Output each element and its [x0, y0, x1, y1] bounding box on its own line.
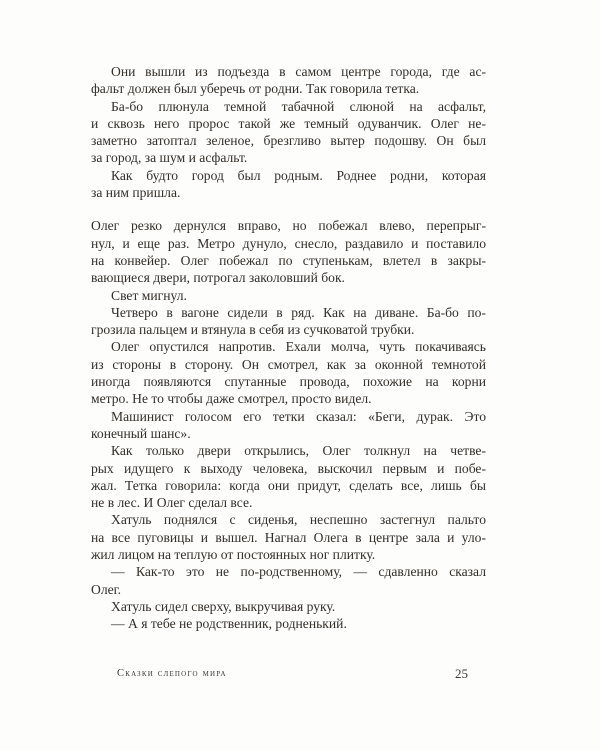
text-line: метро. Не то чтобы даже смотрел, просто видел.	[91, 391, 372, 407]
paragraph	[91, 615, 486, 632]
paragraph	[91, 511, 486, 563]
text-line: Олег резко дернулся вправо, но побежал влево, перепрыг-	[91, 218, 486, 234]
paragraph	[91, 338, 486, 407]
paragraph	[91, 167, 486, 202]
text-line: на конвейер. Олег побежал по ступенькам, влетел в закры-	[91, 252, 486, 268]
text-line: Ба-бо плюнула темной табачной слюной на асфальт,	[111, 98, 486, 114]
text-line: из стороны в сторону. Он смотрел, как за оконной темнотой	[91, 356, 486, 372]
text-line: иногда появляются спутанные провода, похожие на корни	[91, 374, 486, 390]
text-line: Они вышли из подъезда в самом центре города, где ас-	[111, 64, 486, 79]
text-line: жал. Тетка говорила: когда они придут, сделать все, лишь бы	[91, 477, 486, 493]
page-number: 25	[455, 666, 468, 681]
paragraph	[91, 442, 486, 511]
text-line: Как будто город был родным. Роднее родни, которая	[111, 167, 486, 183]
paragraph	[91, 304, 486, 339]
text-line: Как только двери открылись, Олег толкнул на четве-	[111, 443, 486, 459]
running-title: Сказки слепого мира	[117, 668, 227, 679]
text-line: — Как-то это не по-родственному, — сдавленно сказал	[111, 564, 486, 580]
text-line: Четверо в вагоне сидели в ряд. Как на диване. Ба-бо по-	[111, 304, 486, 320]
text-line: Машинист голосом его тетки сказал: «Беги, дурак. Это	[111, 408, 486, 424]
text-line: заметно затоптал зеленое, брезгливо вытер подошву. Он был	[91, 133, 486, 149]
text-line: Олег опустился напротив. Ехали молча, чуть покачиваясь	[111, 339, 486, 355]
text-line: Олег.	[91, 581, 122, 597]
text-line: вающиеся двери, потрогал заколовший бок.	[91, 270, 345, 286]
text-line: на все пуговицы и вышел. Нагнал Олега в центре зала и уло-	[91, 529, 486, 545]
paragraph	[91, 63, 486, 98]
text-line: конечный шанс».	[91, 425, 191, 441]
text-line: не в лес. И Олег сделал все.	[91, 495, 253, 511]
text-line: и сквозь него пророс такой же темный одуванчик. Олег не-	[91, 115, 486, 131]
text-line: грозила пальцем и втянула в себя из сучковатой трубки.	[91, 322, 415, 338]
text-line: за город, за шум и асфальт.	[91, 150, 248, 166]
text-line: нул, и еще раз. Метро дунуло, снесло, раздавило и поставило	[91, 235, 486, 251]
text-block	[91, 63, 486, 633]
text-line: рых идущего к выходу человека, выскочил первым и побе-	[91, 460, 486, 476]
text-line: Хатуль поднялся с сиденья, неспешно застегнул пальто	[111, 512, 486, 528]
text-line: — А я тебе не родственник, родненький.	[111, 616, 347, 632]
text-line: за ним пришла.	[91, 185, 181, 201]
paragraph	[91, 217, 486, 286]
paragraph	[91, 98, 486, 167]
paragraph	[91, 408, 486, 443]
text-line: Хатуль сидел сверху, выкручивая руку.	[111, 598, 336, 614]
paragraph	[91, 563, 486, 598]
text-line: фальт должен был уберечь от родни. Так говорила тетка.	[91, 81, 420, 97]
paragraph	[91, 598, 486, 615]
paragraph	[91, 287, 486, 304]
text-line: Свет мигнул.	[111, 287, 187, 303]
text-line: жил лицом на теплую от постоянных ног плитку.	[91, 547, 376, 563]
